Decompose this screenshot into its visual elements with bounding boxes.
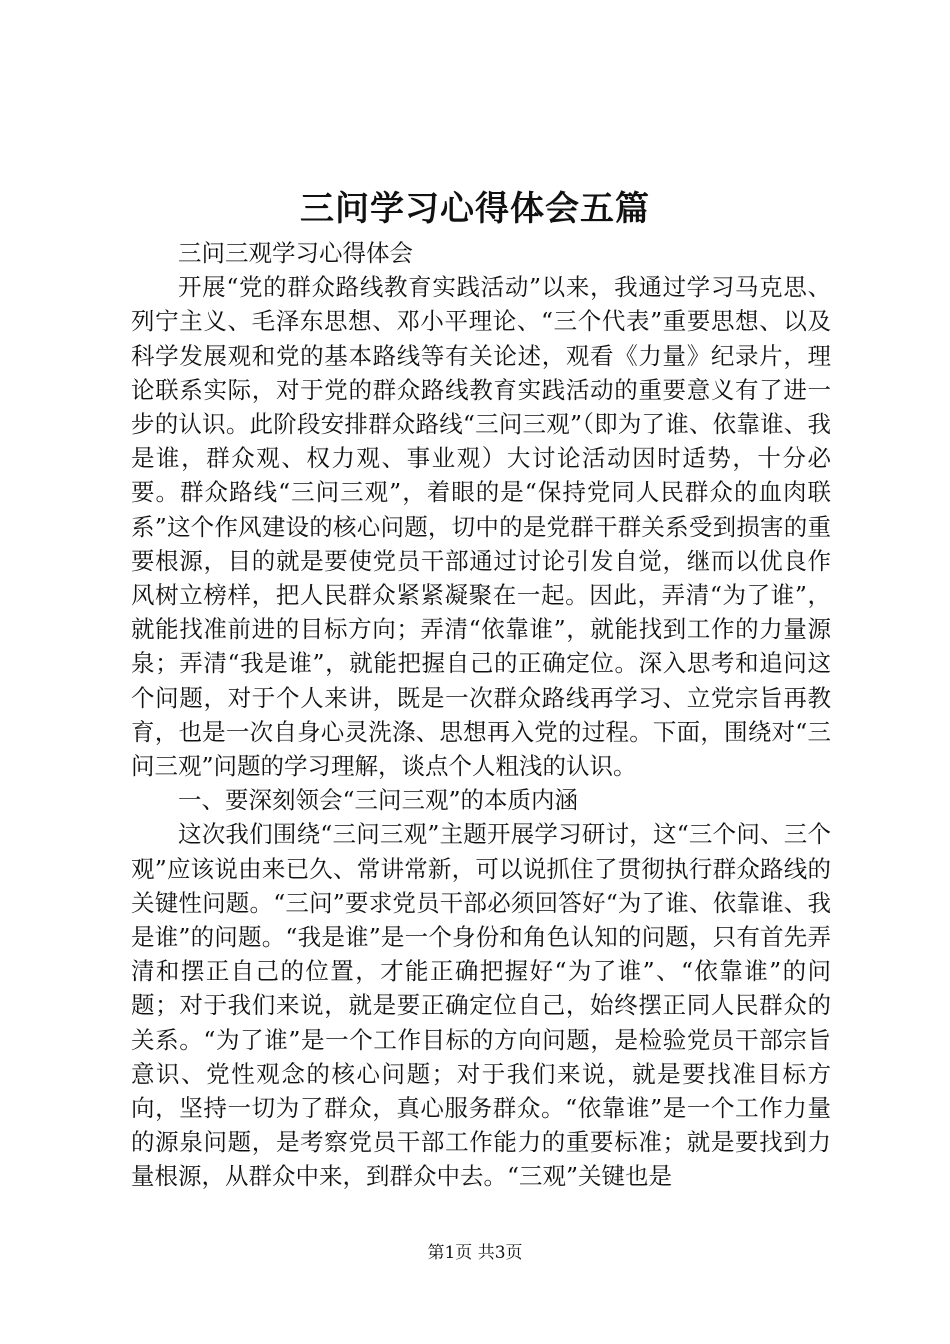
document-title: 三问学习心得体会五篇 (300, 189, 650, 229)
section-heading-1: 一、要深刻领会“三问三观”的本质内涵 (178, 786, 579, 815)
paragraph-introduction: 开展“党的群众路线教育实践活动”以来，我通过学习马克思、列宁主义、毛泽东思想、邓小平理论、“三个代表”重要思想、以及科学发展观和党的基本路线等有关论述，观看《力量》纪录片，理论联系实际，对于党的群众路线教育实践活动的重要意义有了进一步的认识。此阶段安排群众路线“三问三观”（即为了谁、依靠谁、我是谁，群众观、权力观、事业观）大讨论活动因时适势，十分必要。群众路线“三问三观”，着眼的是“保持党同人民群众的血肉联系”这个作风建设的核心问题，切中的是党群干群关系受到损害的重要根源，目的就是要使党员干部通过讨论引发自觉，继而以优良作风树立榜样，把人民群众紧紧凝聚在一起。因此，弄清“为了谁”，就能找准前进的目标方向；弄清“依靠谁”，就能找到工作的力量源泉；弄清“我是谁”，就能把握自己的正确定位。深入思考和追问这个问题，对于个人来讲，既是一次群众路线再学习、立党宗旨再教育，也是一次自身心灵洗涤、思想再入党的过程。下面，围绕对“三问三观”问题的学习理解，谈点个人粗浅的认识。 (131, 273, 831, 781)
paragraph-section-1: 这次我们围绕“三问三观”主题开展学习研讨，这“三个问、三个观”应该说由来已久、常讲常新，可以说抓住了贯彻执行群众路线的关键性问题。“三问”要求党员干部必须回答好“为了谁、依靠谁、我是谁”的问题。“我是谁”是一个身份和角色认知的问题，只有首先弄清和摆正自己的位置，才能正确把握好“为了谁”、“依靠谁”的问题；对于我们来说，就是要正确定位自己，始终摆正同人民群众的关系。“为了谁”是一个工作目标的方向问题，是检验党员干部宗旨意识、党性观念的核心问题；对于我们来说，就是要找准目标方向，坚持一切为了群众，真心服务群众。“依靠谁”是一个工作力量的源泉问题，是考察党员干部工作能力的重要标准；就是要找到力量根源，从群众中来，到群众中去。“三观”关键也是 (131, 820, 831, 1191)
paragraph-subtitle: 三问三观学习心得体会 (178, 239, 413, 267)
document-body (131, 236, 831, 1194)
page-number-footer: 第1页 共3页 (427, 1243, 523, 1263)
